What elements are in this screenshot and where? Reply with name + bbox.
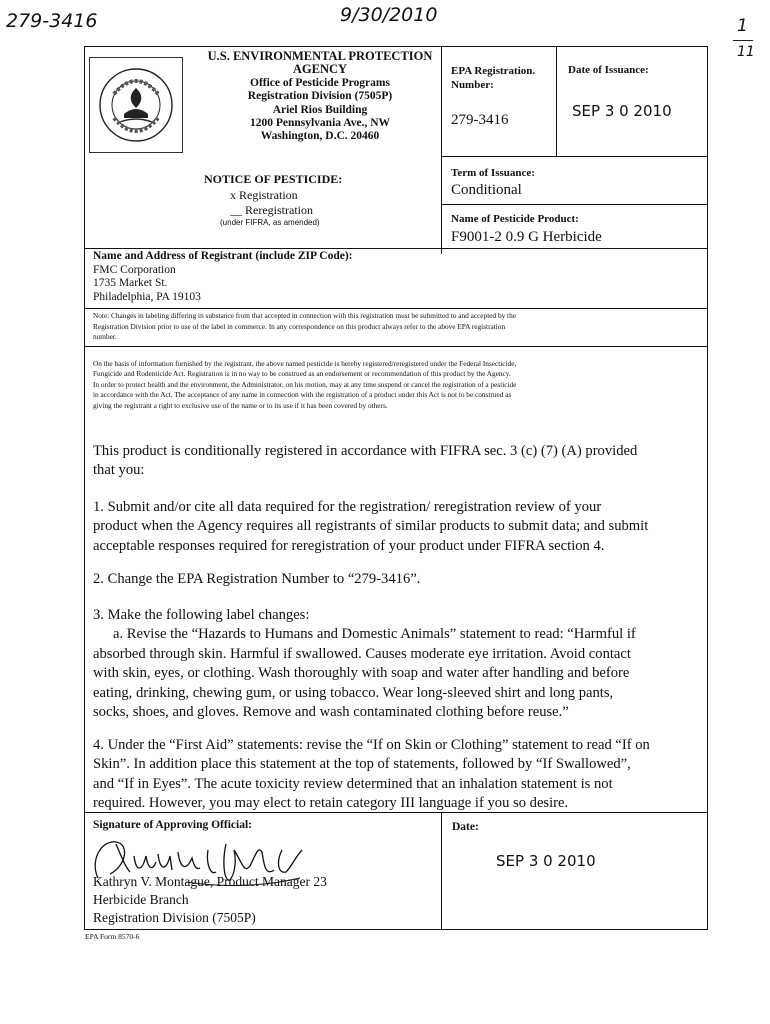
epa-seal-icon <box>90 58 182 152</box>
registrant-bottom-line <box>84 308 708 309</box>
term-of-issuance-value: Conditional <box>451 182 522 198</box>
condition-4: 4. Under the “First Aid” statements: revise the “If on Skin or Clothing” statement to read “If on Skin”. In addition place this statement at the top of statements, followed by “If Swallowed”, and “If in Eyes”. The acute toxicity review determined that an inhalation statement is not required. However, you may elect to retain category III language if you so desire. <box>93 737 650 812</box>
epa-date-divider <box>556 46 557 156</box>
notice-title: NOTICE OF PESTICIDE: <box>204 172 343 186</box>
condition-3: 3. Make the following label changes: a. Revise the “Hazards to Humans and Domestic Animals” statement to read: “Harmful if absorbed through skin. Harmful if swallowed. Causes moderate eye irritation. Avoid contact with skin, eyes, or clothing. Wash thoroughly with soap and water after handling and before eating, drinking, chewing gum, or using tobacco. Wear long-sleeved shirt and long pants, socks, shoes, and gloves. Remove and wash contaminated clothing before reuse.” <box>93 607 636 721</box>
agency-line-7: Washington, D.C. 20460 <box>260 130 380 143</box>
epa-seal-box <box>89 57 183 153</box>
notice-block <box>200 172 440 227</box>
notice-fifra-note: (under FIFRA, as amended) <box>220 218 320 227</box>
epa-registration-label: EPA Registration. Number: <box>451 65 536 91</box>
registrant-line-1: FMC Corporation <box>93 263 176 276</box>
signer-branch: Herbicide Branch <box>93 892 189 907</box>
condition-1: 1. Submit and/or cite all data required for the registration/ reregistration review of your product when the Agency requires all registrants of similar products to submit data; and submit acceptable responses required for reregistration of your product under FIFRA section 4. <box>93 499 649 554</box>
signature-divider <box>441 812 442 930</box>
signer-block <box>93 873 327 927</box>
form-number: EPA Form 8570-6 <box>85 932 140 941</box>
agency-line-3: Office of Pesticide Programs <box>250 76 390 89</box>
date-of-issuance-label: Date of Issuance: <box>568 64 649 76</box>
product-name-value: F9001-2 0.9 G Herbicide <box>451 229 602 245</box>
page-mark-divider <box>733 40 753 41</box>
date-of-issuance-stamp: SEP 3 0 2010 <box>572 102 672 120</box>
sign-date-stamp: SEP 3 0 2010 <box>496 852 596 870</box>
header-vertical-divider <box>441 46 442 254</box>
note-bottom-line <box>84 346 708 347</box>
product-name-label: Name of Pesticide Product: <box>451 213 579 225</box>
notice-reregistration: __ Reregistration <box>230 203 313 217</box>
term-of-issuance-label: Term of Issuance: <box>451 167 535 179</box>
notice-registration: x Registration <box>230 188 298 202</box>
agency-line-4: Registration Division (7505P) <box>247 90 393 103</box>
signer-division: Registration Division (7505P) <box>93 910 256 925</box>
registrant-line-3: Philadelphia, PA 19103 <box>93 290 201 303</box>
signer-name: Kathryn V. Montague, Product Manager 23 <box>93 874 327 889</box>
handwritten-page-mark-bottom: 11 <box>737 44 755 60</box>
registrant-label: Name and Address of Registrant (include ZIP Code): <box>93 250 353 262</box>
agency-line-2: AGENCY <box>292 62 348 77</box>
registrant-line-2: 1735 Market St. <box>93 277 168 289</box>
conditions-paragraph-intro: This product is conditionally registered in accordance with FIFRA sec. 3 (c) (7) (A) provided that you: <box>93 443 638 479</box>
agency-line-1: U.S. ENVIRONMENTAL PROTECTION <box>207 49 433 63</box>
epa-registration-value: 279-3416 <box>451 112 509 128</box>
handwritten-page-mark-top: 1 <box>737 16 748 36</box>
agency-line-6: 1200 Pennsylvania Ave., NW <box>249 117 391 130</box>
header-bottom-line <box>84 248 708 249</box>
handwritten-reg-number: 279-3416 <box>6 10 98 32</box>
row-divider-1 <box>441 156 708 157</box>
agency-line-5: Ariel Rios Building <box>272 103 368 116</box>
registration-basis: On the basis of information furnished by the registrant, the above named pesticide is hereby registered/reregistered under the Federal Insecticide, Fungicide and Rodenticide Act. Registration is in no way to be construed as an endorsement or recommendation of this product by the Agency. In order to protect health and the environment, the Administrator, on his motion, may at any time suspend or cancel the registration of a pesticide in accordance with the Act. The acceptance of any name in connection with the registration of a product under this Act is not to be construed as giving the registrant a right to exclusive use of the name or to its use if it has been covered by others. <box>93 359 517 410</box>
handwritten-date: 9/30/2010 <box>340 4 438 26</box>
signature-label: Signature of Approving Official: <box>93 819 252 831</box>
labeling-note: Note: Changes in labeling differing in substance from that accepted in connection with this registration must be submitted to and accepted by the Registration Division prior to use of the label in commerce. In any correspondence on this product always refer to the above EPA registration number. <box>93 311 516 341</box>
condition-2: 2. Change the EPA Registration Number to “279-3416”. <box>93 571 421 587</box>
sign-date-label: Date: <box>452 821 479 833</box>
row-divider-2 <box>441 204 708 205</box>
registrant-block <box>93 250 353 304</box>
agency-header <box>200 50 440 144</box>
